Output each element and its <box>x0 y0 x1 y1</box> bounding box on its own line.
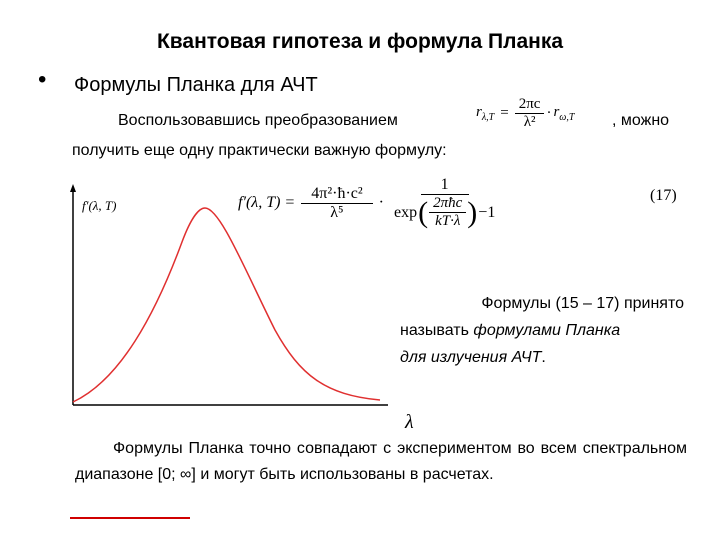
transform-dot: · <box>546 105 552 121</box>
main-formula: f′(λ, T) = $\frac{\text{4π²·ħ·c²}}{\text{λ⁵}}$ · 1 exp ( $\frac{\text{2πħc}}{kT\cdot\lambda}$ ) −1 <box>238 176 496 229</box>
formula-number: (17) <box>650 187 677 204</box>
main-formula-dot: · <box>378 194 384 211</box>
main-formula-lhs: f′(λ, T) = <box>238 194 296 211</box>
side-note-italic1: формулами Планка <box>473 322 621 339</box>
bullet-heading: Формулы Планка для АЧТ <box>74 74 318 96</box>
plot-x-label: λ <box>405 411 414 430</box>
main-exp: exp <box>394 203 418 221</box>
transform-lhs: r <box>476 104 482 120</box>
main-frac2-numerator: 1 <box>421 176 469 195</box>
slide-title: Квантовая гипотеза и формула Планка <box>156 30 564 53</box>
conclusion-paragraph <box>75 436 687 488</box>
intro-text-part1: Воспользовавшись преобразованием <box>118 112 398 129</box>
planck-curve <box>73 208 380 402</box>
main-inner-denominator: kT·λ <box>435 213 461 229</box>
transform-formula <box>476 96 574 131</box>
transform-denominator: λ² <box>523 114 536 130</box>
transform-rhs: r <box>553 104 560 120</box>
intro-text-part2: , можно <box>612 112 670 129</box>
plot-y-arrow <box>70 184 76 192</box>
transform-lhs-sub: λ,T <box>481 112 495 123</box>
conclusion-text: Формулы Планка точно совпадают с экспериментом во всем спектральном диапазоне [0; ∞] и могут быть использованы в расчетах. <box>75 440 687 483</box>
intro-text-line2: получить еще одну практически важную формулу: <box>72 142 447 159</box>
main-frac1-denominator: λ⁵ <box>330 203 344 221</box>
side-note-line2: называть формулами Планка <box>400 322 621 339</box>
plot-y-label: f′(λ, T) <box>82 198 117 213</box>
side-note-line3: для излучения АЧТ. <box>400 349 546 366</box>
main-frac1-numerator: 4π²·ħ·c² <box>301 185 372 204</box>
side-note <box>400 290 690 371</box>
side-note-line1: Формулы (15 – 17) принято <box>481 295 684 312</box>
main-minus-one: −1 <box>478 203 496 221</box>
side-note-italic2: для излучения АЧТ <box>400 349 542 366</box>
accent-underline <box>70 517 190 519</box>
transform-numerator: 2πc <box>515 96 545 114</box>
transform-equals: = <box>500 105 509 121</box>
transform-rhs-sub: ω,T <box>559 112 575 123</box>
main-inner-numerator: 2πħc <box>429 195 466 213</box>
planck-plot <box>60 180 420 430</box>
bullet-dot-icon: • <box>38 66 47 93</box>
